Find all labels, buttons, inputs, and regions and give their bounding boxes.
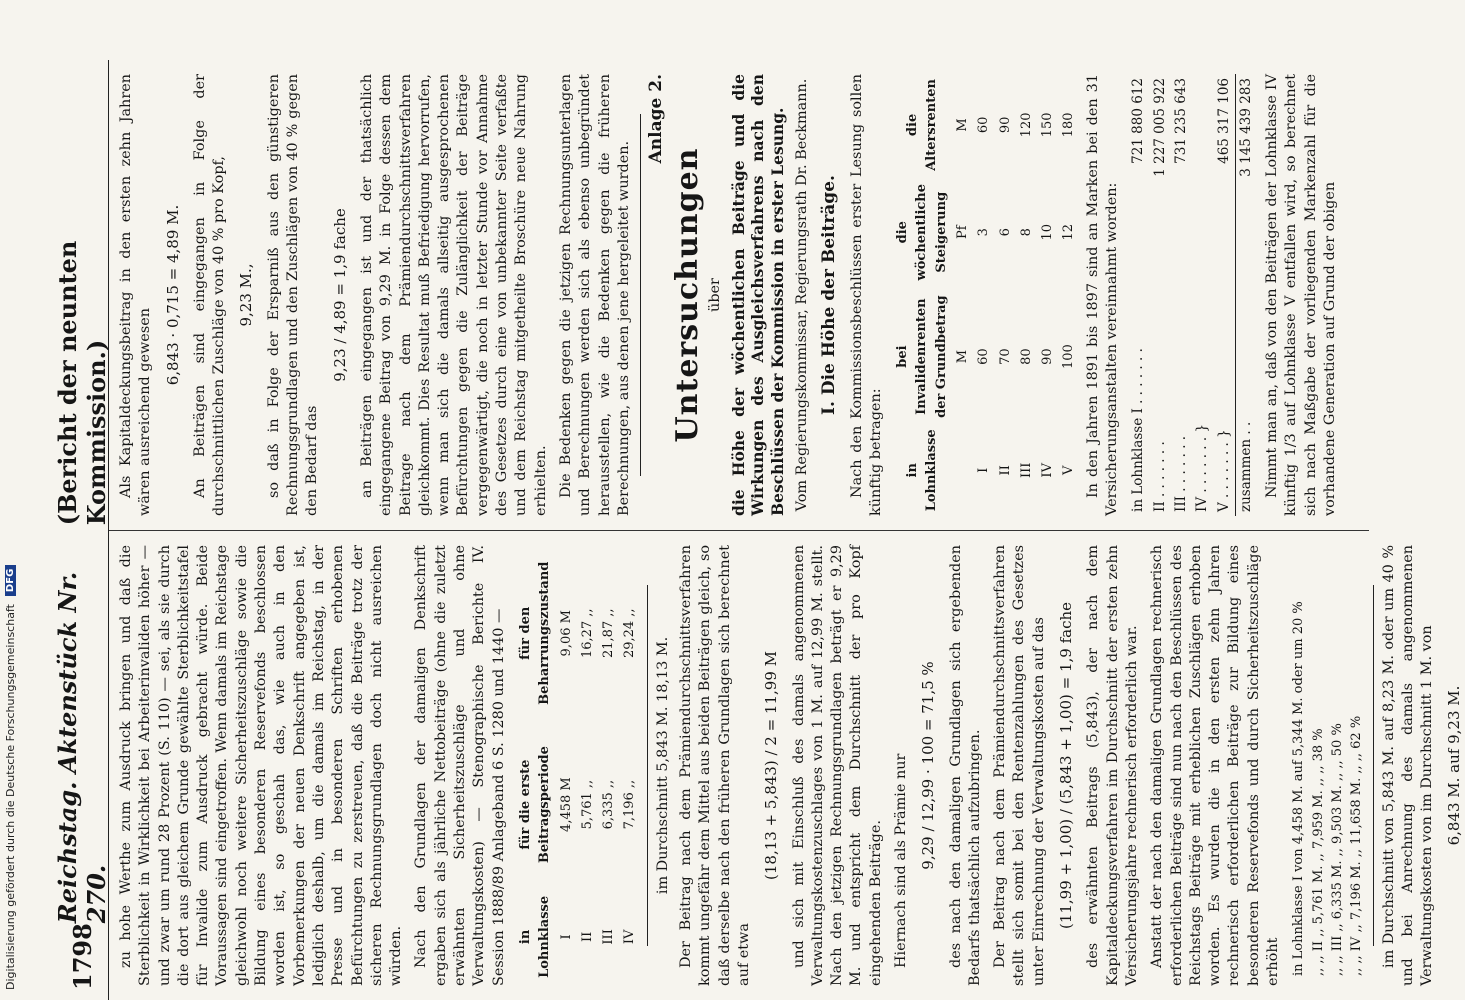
table-row: II . . . . . . . 1 227 005 922 [1151,78,1168,512]
list-item: in Lohnklasse I von 4,458 M. auf 5,344 M. oder um 20 % [1291,601,1307,976]
table-header: für die erste Beitragsperiode [517,746,553,864]
annex-label: Anlage 2. [646,74,667,164]
table-row: V . . . . . . . } 465 317 106 [1215,78,1232,512]
paragraph: und sich mit Einschluß des damals angenommenen Verwaltungskostenzuschlages von 1 M. auf 12,99 M. stellt. Nach den jetzigen Rechnungsgrundlagen beträgt er 9,29 M. und entspricht dem Durchschnitt der pro Kopf eingehenden Beiträge. [790,545,884,986]
left-column [109,530,1464,1000]
list-item: ,, ,, IV ,, 7,196 M. ,, 11,658 M. ,, ,, 62 % [1349,715,1365,976]
paragraph: Anstatt der nach den damaligen Grundlagen rechnerisch erforderlichen Beiträge sind nun nach den Beschlüssen des Reichstags Beiträge mit erheblichen Zuschlägen erhoben worden. Es wurden die in den ersten zehn Jahren rechnerisch erforderlichen Beiträge zur Bildung eines besonderen Reservefonds und durch Sicherheitszuschläge erhöht [1149,545,1282,986]
paragraph: des erwähnten Beitrags (5,843), der nach dem Kapitaldeckungsverfahren im Durchschnitt der ersten zehn Versicherungsjahre rechnerisch erforderlich war. [1085,545,1140,986]
dfg-logo: DFG [5,565,16,596]
table-header: bei Invalidenrenten der Grundbetrag [895,295,949,418]
paragraph: Die Bedenken gegen die jetzigen Rechnungsunterlagen und Berechnungen werden sich als ebenso unbegründet herausstellen, wie die Bedenken gegen die früheren Berechnungen, aus denen jene hergeleitet wurden. [557,74,632,516]
table-row: II 5,761 ,, 16,27 ,, [579,608,595,943]
total-row: zusammen . . 3 145 439 283 [1235,74,1257,516]
author-line: Vom Regierungskommissar, Regierungsrath Dr. Beckmann. [793,78,810,512]
paragraph: Der Beitrag nach dem Prämiendurchschnittsverfahren kommt ungefähr dem Mittel aus beiden Beiträgen gleich, so daß derselbe nach den früheren Grundlagen sich berechnet auf etwa [678,545,752,986]
divider [647,585,648,946]
table-row: IV 7,196 ,, 29,24 ,, [622,608,638,945]
table-row: in Lohnklasse I . . . . . . . 721 880 612 [1130,78,1147,512]
paragraph: Als Kapitaldeckungsbeitrag in den ersten zehn Jahren wären ausreichend gewesen [118,74,154,516]
table-row: III 6,335 ,, 21,87 ,, [601,608,617,945]
paragraph: des nach den damaligen Grundlagen sich ergebenden Bedarfs thatsächlich aufzubringen. [947,545,983,986]
paragraph: im Durchschnitt von 5,843 M. auf 8,23 M. oder um 40 % und bei Anrechnung des damals angenommenen Verwaltungskosten von im Durchschnitt 1 M. von [1380,545,1436,986]
divider [640,114,641,476]
divider [1373,585,1374,946]
increase-list [1289,545,1366,976]
paragraph: Nimmt man an, daß von den Beiträgen der Lohnklasse IV künftig 1/3 auf Lohnklasse V entfallen wird, so berechnet sich nach Maßgabe der vorliegenden Markenzahl für die vorhandene Generation auf Grund der obigen [1264,74,1339,516]
ueber-label: über [706,278,723,312]
paragraph: Hiernach sind als Prämie nur [892,753,909,968]
formula: 9,23 M., [237,263,256,327]
paragraph: In den Jahren 1891 bis 1897 sind an Marken bei den 31 Versicherungsanstalten vereinnahmt worden: [1084,74,1121,516]
paragraph: zu hohe Werthe zum Ausdruck bringen und daß die Sterblichkeit in Wirklichkeit bei Arbeiterinvaliden höher — und zwar um rund 28 Prozent (S. 110) — sei, als sie durch die dort aus gleichem Grunde gewählte Sterblichkeitstafel für Invalide zum Ausdruck gebracht würde. Beide Voraussagen sind eingetroffen. Wenn damals im Reichstage gleichwohl noch weitere Sicherheitszuschläge sowie die Bildung eines besonderen Reservefonds beschlossen worden ist, so geschah das, wie auch in den Vorbemerkungen der neuen Denkschrift angegeben ist, lediglich deshalb, um die damals im Reichstag, in der Presse und in besonderen Schriften erhobenen Befürchtungen zu zerstreuen, daß die Beiträge trotz der sicheren Rechnungsgrundlagen doch nicht ausreichen würden. [118,545,405,986]
list-item: ,, ,, III ,, 6,335 M. ,, 9,503 M. ,, ,, 50 % [1329,723,1345,976]
table-row: V 100 12 180 [1061,112,1077,475]
page-number: 1798 [67,923,97,990]
paragraph: so daß in Folge der Ersparniß aus den günstigeren Rechnungsgrundlagen und den Zuschlägen von 40 % gegen den Bedarf das [265,74,321,516]
formula: 9,29 / 12,99 · 100 = 71,5 % [919,661,938,870]
table-header: die Altersrenten [904,79,940,171]
paragraph: an Beiträgen eingegangen ist und der thatsächlich eingegangene Beitrag von 9,29 M. in Folge dessen dem Beitrage nach dem Prämiendurchschnittsverfahren gleichkommt. Dies Resultat muß Befriedigung hervorrufen, wenn man sich die damals allseitig ausgesprochenen Befürchtungen gegen die Zulänglichkeit der Beiträge vergegenwärtigt, die noch in letzter Stunde vor Annahme des Gesetzes durch eine von unbekannter Seite verfaßte und dem Reichstag mitgetheilte Broschüre neue Nahrung erhielten. [358,74,549,516]
credit-text: Digitalisierung gefördert durch die Deutsche Forschungsgemeinschaft [3,604,17,990]
table-row: IV 90 10 150 [1040,112,1056,478]
table-row: I 4,458 M 9,06 M [558,610,574,940]
marks-table [1128,74,1257,516]
paragraph: Nach den Kommissionsbeschlüssen erster Lesung sollen künftig betragen: [848,74,884,516]
average-line: im Durchschnitt 5,843 M. 18,13 M. [654,636,671,895]
header-title: Reichstag. Aktenstück Nr. 270. [53,571,111,924]
table-header: in Lohnklasse [904,429,940,512]
paragraph: An Beiträgen sind eingegangen in Folge der durchschnittlichen Zuschläge von 40 % pro Kopf, [191,74,228,516]
table-header: die wöchentliche Steigerung [895,183,949,281]
document-page [50,60,1464,1000]
table-row: II 70 6 90 [997,116,1013,476]
table-row: IV . . . . . . . } [1194,423,1211,512]
formula: (11,99 + 1,00) / (5,843 + 1,00) = 1,9 fache [1057,601,1076,930]
header-right: (Bericht der neunten Kommission.) [53,240,111,526]
digitization-credit [0,0,20,1000]
subject: die Höhe der wöchentlichen Beiträge und die Wirkungen des Ausgleichsverfahrens nach den Beschlüssen der Kommission in erster Lesung. [729,74,787,516]
right-column [109,60,1369,530]
section-heading: I. Die Höhe der Beiträge. [819,175,840,415]
rates-table: in Lohnklasse bei Invalidenrenten der Grundbetrag die wöchentliche Steigerung die Altersrenten M Pf M I 60 3 60 II 70 6 90 III 80 8 120 IV 90 10 150 V 100 12 180 [892,74,1080,516]
table-header: für den Beharrungszustand [517,561,553,705]
net-contribution-table [515,545,641,986]
formula: (18,13 + 5,843) / 2 = 11,99 M [762,651,781,880]
formula: 9,23 / 4,89 = 1,9 fache [330,208,349,382]
paragraph: Der Beitrag nach dem Prämiendurchschnittsverfahren stellt sich somit bei den Rentenzahlungen des Gesetzes unter Einrechnung der Verwaltungskosten auf das [992,545,1047,986]
page-header [53,60,111,1000]
formula: 6,843 · 0,715 = 4,89 M. [163,204,182,386]
paragraph: Nach den Grundlagen der damaligen Denkschrift ergaben sich als jährliche Nettobeiträge (ohne die zuletzt erwähnten Sicherheitszuschläge und ohne Verwaltungskosten) — Stenographische Berichte IV. Session 1888/89 Anlageband 6 S. 1280 und 1440 — [413,545,507,986]
formula: 6,843 M. auf 9,23 M. [1445,685,1464,846]
table-row: I 60 3 60 [976,116,992,473]
table-row: III . . . . . . . 731 235 643 [1172,78,1189,512]
table-row: III 80 8 120 [1018,112,1034,478]
table-header: in Lohnklasse [517,895,553,978]
main-heading: Untersuchungen [670,147,706,443]
list-item: ,, ,, II ,, 5,761 M. ,, 7,959 M. ,, ,, 38 % [1310,728,1326,976]
